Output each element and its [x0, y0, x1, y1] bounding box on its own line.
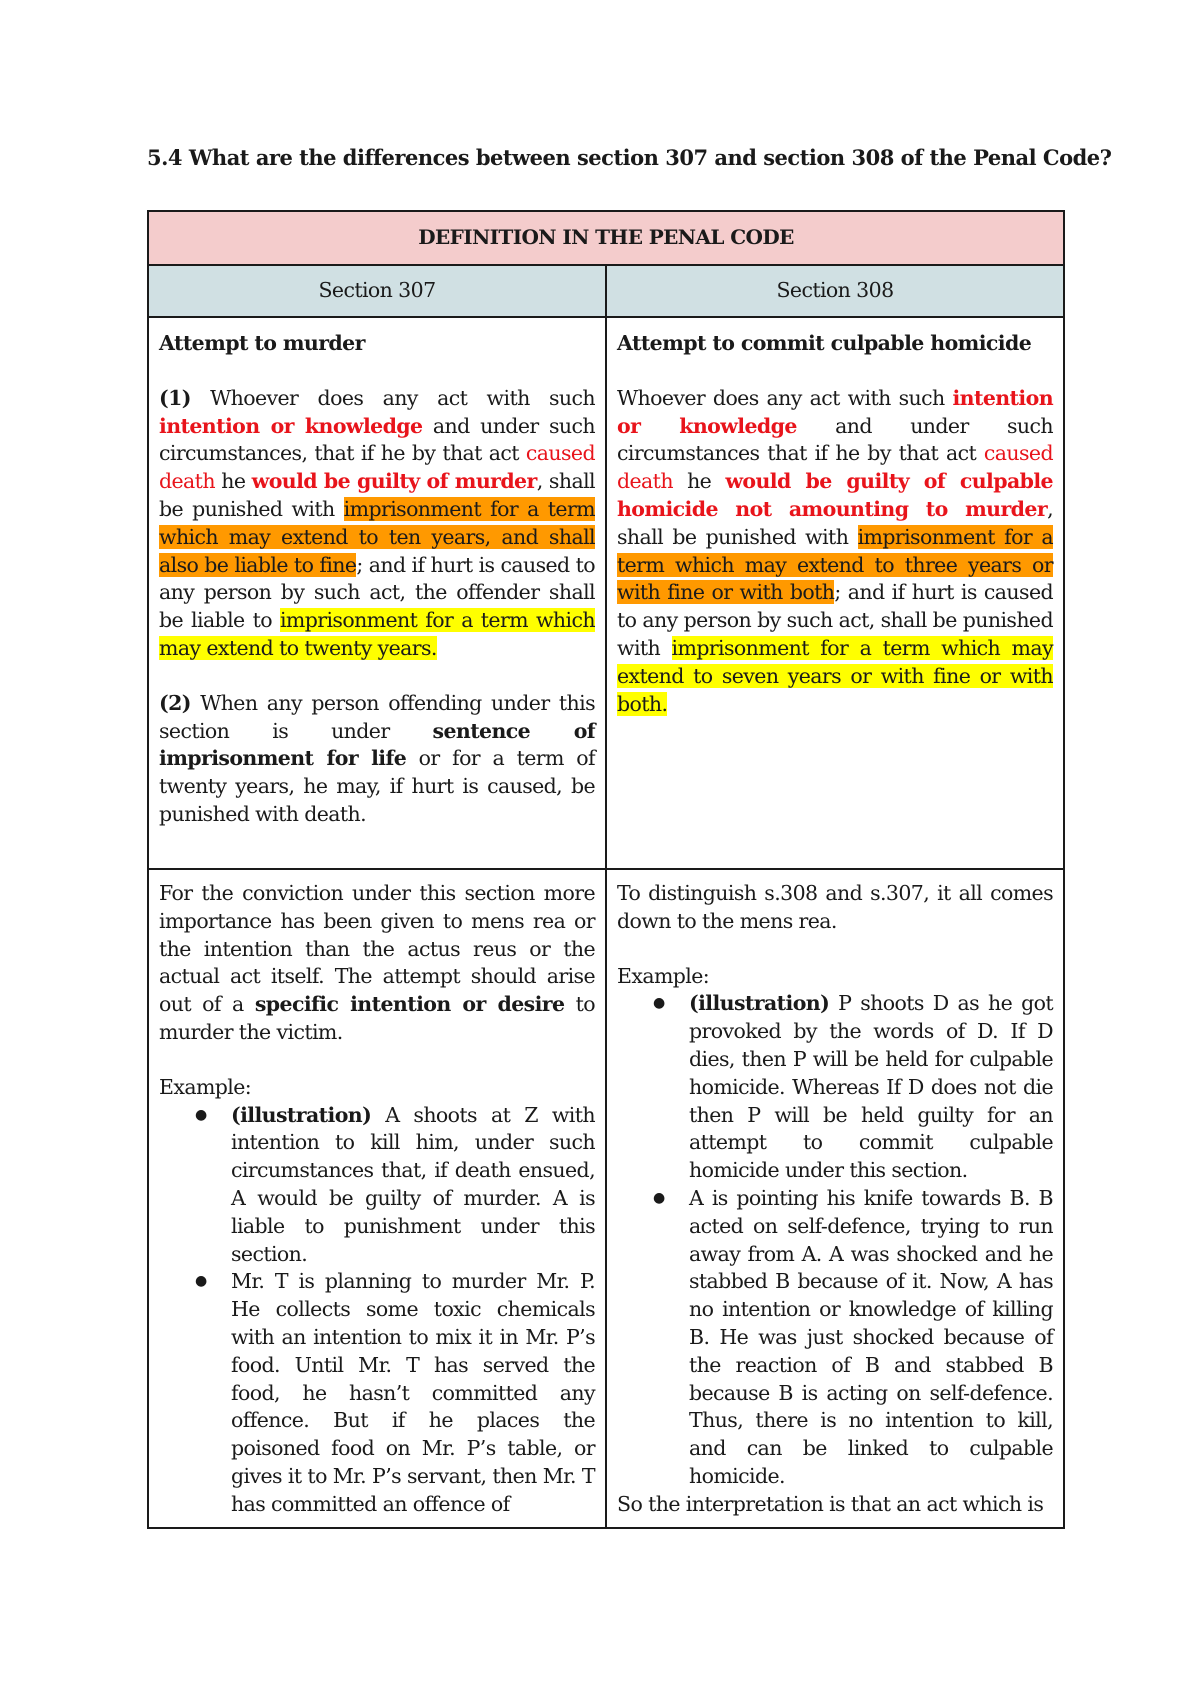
comparison-table — [147, 210, 1065, 1529]
s307-notes-intro-1: For the conviction under this section more importance has been given to mens rea or the intention than the actus reus or the actual act itself. The attempt should arise out of a — [159, 881, 595, 1017]
section-307-title: Attempt to murder — [159, 331, 365, 355]
section-307-subsection-2 — [159, 690, 595, 829]
s307-bullet-2-text: Mr. T is planning to murder Mr. P. He collects some toxic chemicals with an intention to mix it in Mr. P’s food. Until Mr. T has served the food, he hasn’t committed any offence. But if he places the poisoned food on Mr. P’s table, or gives it to Mr. P’s servant, then Mr. T has committed an offence of — [231, 1269, 595, 1516]
s307-text-9: ; and if hurt is caused to any person by such act, the offender shall be liable to — [159, 552, 595, 633]
s307-example-list — [159, 1102, 595, 1519]
section-307-definition — [148, 317, 606, 869]
section-308-text — [617, 385, 1053, 719]
s308-caused-death: caused death — [617, 441, 1053, 494]
subsection-2-number: (2) — [159, 690, 191, 715]
col-header-section-308: Section 308 — [606, 265, 1064, 317]
s307-notes-intro — [159, 880, 595, 1047]
section-308-title: Attempt to commit culpable homicide — [617, 331, 1032, 355]
s307-guilty-of-murder: would be guilty of murder — [251, 469, 537, 494]
illustration-label: (illustration) — [231, 1102, 372, 1127]
s307-caused-death: caused death — [159, 441, 595, 494]
subsection-1-number: (1) — [159, 385, 191, 410]
s308-notes-intro: To distinguish s.308 and s.307, it all comes down to the mens rea. — [617, 881, 1053, 933]
section-308-definition — [606, 317, 1064, 869]
list-item — [231, 1102, 595, 1269]
section-307-notes — [148, 869, 606, 1528]
list-item — [231, 1268, 595, 1518]
table-header: DEFINITION IN THE PENAL CODE — [148, 211, 1064, 265]
s307-text-5: he — [214, 469, 252, 494]
s307-example-label: Example: — [159, 1074, 252, 1099]
page-heading: 5.4 What are the differences between section 307 and section 308 of the Penal Code? — [147, 145, 1112, 170]
list-item — [689, 990, 1053, 1185]
s307-text-3: and under such circumstances, that if he by that act — [159, 413, 596, 466]
s307-hurt-penalty-highlight: imprisonment for a term which may extend to twenty years. — [159, 608, 595, 660]
s308-penalty-highlight: imprisonment for a term which may extend to three years or with fine or with both — [617, 524, 1053, 605]
s308-intention-knowledge: intention or knowledge — [617, 385, 1053, 438]
s307-bullet-1-text: A shoots at Z with intention to kill him, under such circumstances that, if death ensued, A would be guilty of murder. A is liable to punishment under this section. — [231, 1102, 595, 1266]
s308-text-3: and under such circumstances that if he by that act — [617, 413, 1053, 466]
s308-example-list — [617, 990, 1053, 1490]
s308-hurt-penalty-highlight: imprisonment for a term which may extend to seven years or with fine or with both. — [617, 635, 1053, 716]
s307-intention-knowledge: intention or knowledge — [159, 413, 423, 438]
s307-text-1: Whoever does any act with such — [190, 385, 595, 410]
s308-guilty-culpable-homicide: would be guilty of culpable homicide not amounting to murder — [617, 469, 1054, 521]
section-308-notes — [606, 869, 1064, 1528]
s307-text-7: , shall be punished with — [159, 469, 595, 521]
list-item — [689, 1185, 1053, 1491]
s308-example-label: Example: — [617, 963, 710, 988]
s307-life-sentence: sentence of imprisonment for life — [159, 718, 596, 771]
col-header-section-307: Section 307 — [148, 265, 606, 317]
s307-sub2-text-1: When any person offending under this section is under — [159, 690, 595, 743]
s308-closing-text: So the interpretation is that an act which is — [617, 1491, 1044, 1516]
s307-penalty-highlight: imprisonment for a term which may extend to ten years, and shall also be liable to fine — [159, 496, 595, 577]
s308-text-9: ; and if hurt is caused to any person by such act, shall be punished with — [617, 580, 1053, 660]
s307-sub2-text-3: or for a term of twenty years, he may, if hurt is caused, be punished with death. — [159, 746, 596, 826]
section-307-subsection-1 — [159, 385, 595, 663]
s308-text-1: Whoever does any act with such — [617, 385, 953, 410]
illustration-label: (illustration) — [689, 991, 830, 1016]
s308-bullet-2-text: A is pointing his knife towards B. B acted on self-defence, trying to run away from A. A was shocked and he stabbed B because of it. Now, A has no intention or knowledge of killing B. He was just shocked because of the reaction of B and stabbed B because B is acting on self-defence. Thus, there is no intention to kill, and can be linked to culpable homicide. — [689, 1185, 1053, 1488]
s308-text-7: , shall be punished with — [617, 496, 1053, 549]
s307-notes-intro-2: to murder the victim. — [159, 992, 595, 1044]
s308-text-5: he — [672, 469, 726, 494]
s308-bullet-1-text: P shoots D as he got provoked by the words of D. If D dies, then P will be held for culpable homicide. Whereas If D does not die then P will be held guilty for an attempt to commit culpable homicide under this section. — [689, 991, 1053, 1183]
s307-specific-intention: specific intention or desire — [254, 992, 565, 1017]
